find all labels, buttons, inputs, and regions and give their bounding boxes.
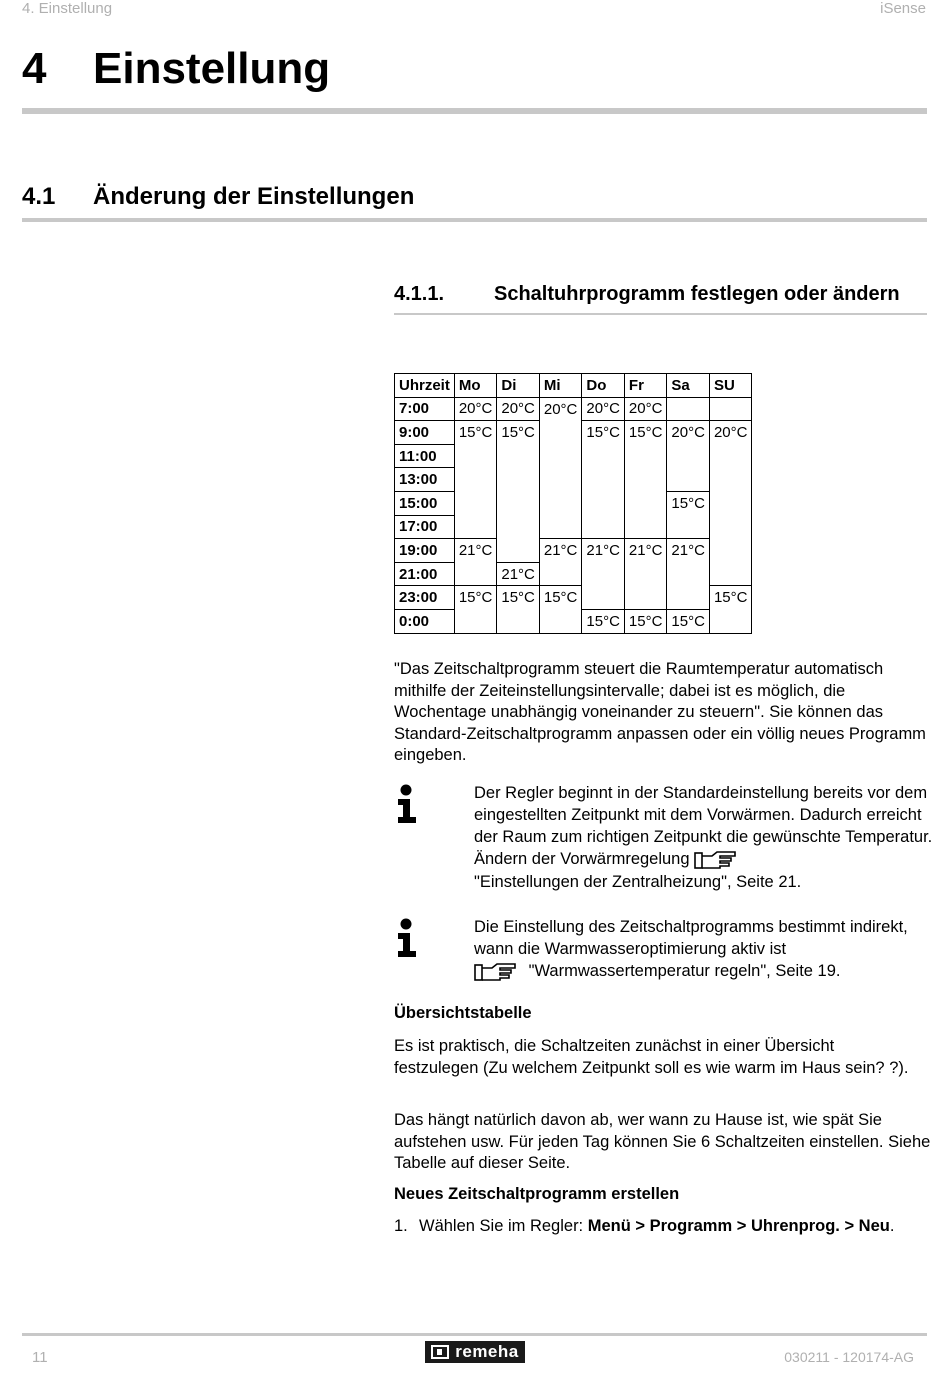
schedule-body bbox=[395, 397, 752, 633]
temperature-cell: 20°C bbox=[454, 397, 497, 421]
time-cell: 17:00 bbox=[395, 515, 455, 539]
temperature-cell: 20°C bbox=[582, 397, 625, 421]
temperature-cell bbox=[667, 468, 710, 492]
temperature-cell bbox=[539, 421, 582, 445]
time-cell: 7:00 bbox=[395, 397, 455, 421]
temperature-cell bbox=[624, 515, 667, 539]
table-row bbox=[395, 421, 752, 445]
schedule-table bbox=[394, 373, 752, 634]
temperature-cell bbox=[497, 515, 540, 539]
time-cell: 19:00 bbox=[395, 539, 455, 563]
table-row bbox=[395, 444, 752, 468]
temperature-cell: 20°C bbox=[667, 421, 710, 445]
time-cell: 13:00 bbox=[395, 468, 455, 492]
temperature-cell: 15°C bbox=[624, 609, 667, 633]
intro-paragraph: "Das Zeitschaltprogramm steuert die Raumtemperatur automatisch mithilfe der Zeiteinstellungsintervalle; dabei ist es möglich, die Wochentage unabhängig voneinander zu steuern". Sie können das Standard-Zeitschaltprogramm anpassen oder ein völlig neues Programm eingeben. bbox=[394, 660, 926, 764]
temperature-cell bbox=[709, 397, 752, 421]
chapter-rule bbox=[22, 108, 927, 114]
column-header-day: Fr bbox=[624, 374, 667, 398]
temperature-cell bbox=[539, 515, 582, 539]
note-1-reference[interactable]: "Einstellungen der Zentralheizung", Seite 21. bbox=[474, 872, 802, 891]
subsection-number: 4.1.1. bbox=[394, 283, 445, 305]
footer-rule bbox=[22, 1333, 927, 1336]
temperature-cell: 15°C bbox=[454, 421, 497, 445]
temperature-cell: 15°C bbox=[497, 586, 540, 610]
table-row bbox=[395, 515, 752, 539]
temperature-cell bbox=[624, 562, 667, 586]
subsection-rule bbox=[394, 313, 927, 315]
table-row bbox=[395, 609, 752, 633]
temperature-cell: 15°C bbox=[667, 609, 710, 633]
table-row bbox=[395, 468, 752, 492]
time-cell: 9:00 bbox=[395, 421, 455, 445]
temperature-cell: 15°C bbox=[667, 491, 710, 515]
step-1 bbox=[419, 1216, 919, 1238]
schedule-header-row bbox=[395, 374, 752, 398]
temperature-cell bbox=[497, 539, 540, 563]
temperature-cell bbox=[582, 515, 625, 539]
temperature-cell bbox=[582, 468, 625, 492]
temperature-cell bbox=[667, 397, 710, 421]
temperature-cell bbox=[624, 468, 667, 492]
table-row bbox=[395, 539, 752, 563]
reference-hand-icon bbox=[474, 961, 518, 983]
info-icon bbox=[395, 784, 419, 824]
table-row bbox=[395, 491, 752, 515]
column-header-day: Sa bbox=[667, 374, 710, 398]
temperature-cell bbox=[709, 609, 752, 633]
running-header-left: 4. Einstellung bbox=[22, 0, 113, 17]
temperature-cell bbox=[454, 515, 497, 539]
temperature-cell bbox=[497, 444, 540, 468]
time-cell: 11:00 bbox=[395, 444, 455, 468]
step-1-prefix: Wählen Sie im Regler: bbox=[419, 1217, 588, 1235]
temperature-cell bbox=[667, 444, 710, 468]
note-2-reference[interactable]: "Warmwassertemperatur regeln", Seite 19. bbox=[528, 962, 841, 980]
table-row bbox=[395, 586, 752, 610]
temperature-cell bbox=[582, 444, 625, 468]
new-program-heading: Neues Zeitschaltprogramm erstellen bbox=[394, 1185, 680, 1203]
temperature-cell: 15°C bbox=[709, 586, 752, 610]
column-header-day: Di bbox=[497, 374, 540, 398]
temperature-cell: 21°C bbox=[667, 539, 710, 563]
overview-heading: Übersichtstabelle bbox=[394, 1004, 532, 1022]
column-header-day: Mo bbox=[454, 374, 497, 398]
remeha-logo bbox=[425, 1341, 525, 1363]
note-2 bbox=[474, 916, 934, 983]
info-icon bbox=[395, 918, 419, 958]
temperature-cell bbox=[497, 468, 540, 492]
temperature-cell bbox=[624, 586, 667, 610]
subsection-title: Schaltuhrprogramm festlegen oder ändern bbox=[494, 283, 900, 305]
temperature-cell bbox=[539, 468, 582, 492]
section-rule bbox=[22, 218, 927, 222]
note-1-text: Der Regler beginnt in der Standardeinstellung bereits vor dem eingestellten Zeitpunkt mit dem Vorwärmen. Dadurch erreicht der Raum zum richtigen Zeitpunkt die gewünschte Temperatur. Ändern der Vorwärmregelung bbox=[474, 784, 933, 868]
temperature-cell bbox=[454, 444, 497, 468]
column-header-time: Uhrzeit bbox=[395, 374, 455, 398]
section-title: Änderung der Einstellungen bbox=[93, 183, 415, 210]
paragraph-overview: Es ist praktisch, die Schaltzeiten zunächst in einer Übersicht festzulegen (Zu welchem Zeitpunkt soll es wie warm im Haus sein? ?). bbox=[394, 1037, 909, 1077]
temperature-cell bbox=[624, 491, 667, 515]
note-1 bbox=[474, 782, 934, 893]
temperature-cell bbox=[539, 562, 582, 586]
chapter-title: Einstellung bbox=[93, 44, 331, 93]
temperature-cell bbox=[539, 609, 582, 633]
temperature-cell: 20°C bbox=[497, 397, 540, 421]
temperature-cell bbox=[454, 562, 497, 586]
paragraph-schedule: Das hängt natürlich davon ab, wer wann zu Hause ist, wie spät Sie aufstehen usw. Für jeden Tag können Sie 6 Schaltzeiten einstellen. Siehe Tabelle auf dieser Seite. bbox=[394, 1111, 931, 1172]
temperature-cell: 20°C bbox=[624, 397, 667, 421]
step-1-suffix: . bbox=[889, 1217, 895, 1235]
temperature-cell: 15°C bbox=[497, 421, 540, 445]
reference-hand-icon bbox=[694, 849, 738, 871]
step-number: 1. bbox=[394, 1217, 408, 1235]
time-cell: 0:00 bbox=[395, 609, 455, 633]
temperature-cell bbox=[667, 515, 710, 539]
temperature-cell bbox=[539, 444, 582, 468]
temperature-cell bbox=[709, 444, 752, 468]
time-cell: 21:00 bbox=[395, 562, 455, 586]
temperature-cell bbox=[497, 609, 540, 633]
chapter-number: 4 bbox=[22, 44, 47, 93]
temperature-cell bbox=[709, 468, 752, 492]
temperature-cell: 15°C bbox=[582, 421, 625, 445]
temperature-cell: 21°C bbox=[539, 539, 582, 563]
temperature-cell bbox=[454, 491, 497, 515]
temperature-cell: 20°C bbox=[539, 397, 582, 421]
temperature-cell bbox=[582, 491, 625, 515]
temperature-cell: 15°C bbox=[539, 586, 582, 610]
temperature-cell bbox=[454, 609, 497, 633]
running-header-right: iSense bbox=[880, 0, 926, 17]
time-cell: 23:00 bbox=[395, 586, 455, 610]
temperature-cell bbox=[454, 468, 497, 492]
temperature-cell bbox=[582, 562, 625, 586]
temperature-cell: 21°C bbox=[497, 562, 540, 586]
time-cell: 15:00 bbox=[395, 491, 455, 515]
temperature-cell bbox=[497, 491, 540, 515]
column-header-day: SU bbox=[709, 374, 752, 398]
table-row bbox=[395, 397, 752, 421]
temperature-cell: 21°C bbox=[624, 539, 667, 563]
temperature-cell bbox=[624, 444, 667, 468]
temperature-cell: 15°C bbox=[624, 421, 667, 445]
temperature-cell bbox=[709, 562, 752, 586]
note-2-text: Die Einstellung des Zeitschaltprogramms bestimmt indirekt, wann die Warmwasseroptimierung aktiv ist bbox=[474, 918, 908, 958]
temperature-cell: 21°C bbox=[454, 539, 497, 563]
document-id: 030211 - 120174-AG bbox=[784, 1349, 914, 1365]
temperature-cell bbox=[709, 515, 752, 539]
page-number: 11 bbox=[32, 1349, 48, 1366]
column-header-day: Do bbox=[582, 374, 625, 398]
temperature-cell: 15°C bbox=[582, 609, 625, 633]
section-number: 4.1 bbox=[22, 183, 56, 210]
temperature-cell bbox=[667, 586, 710, 610]
table-row bbox=[395, 562, 752, 586]
temperature-cell bbox=[667, 562, 710, 586]
temperature-cell bbox=[582, 586, 625, 610]
column-header-day: Mi bbox=[539, 374, 582, 398]
logo-text: remeha bbox=[455, 1342, 519, 1361]
temperature-cell: 21°C bbox=[582, 539, 625, 563]
temperature-cell: 20°C bbox=[709, 421, 752, 445]
menu-path: Menü > Programm > Uhrenprog. > Neu bbox=[587, 1217, 890, 1235]
temperature-cell bbox=[709, 491, 752, 515]
temperature-cell bbox=[709, 539, 752, 563]
temperature-cell: 15°C bbox=[454, 586, 497, 610]
temperature-cell bbox=[539, 491, 582, 515]
